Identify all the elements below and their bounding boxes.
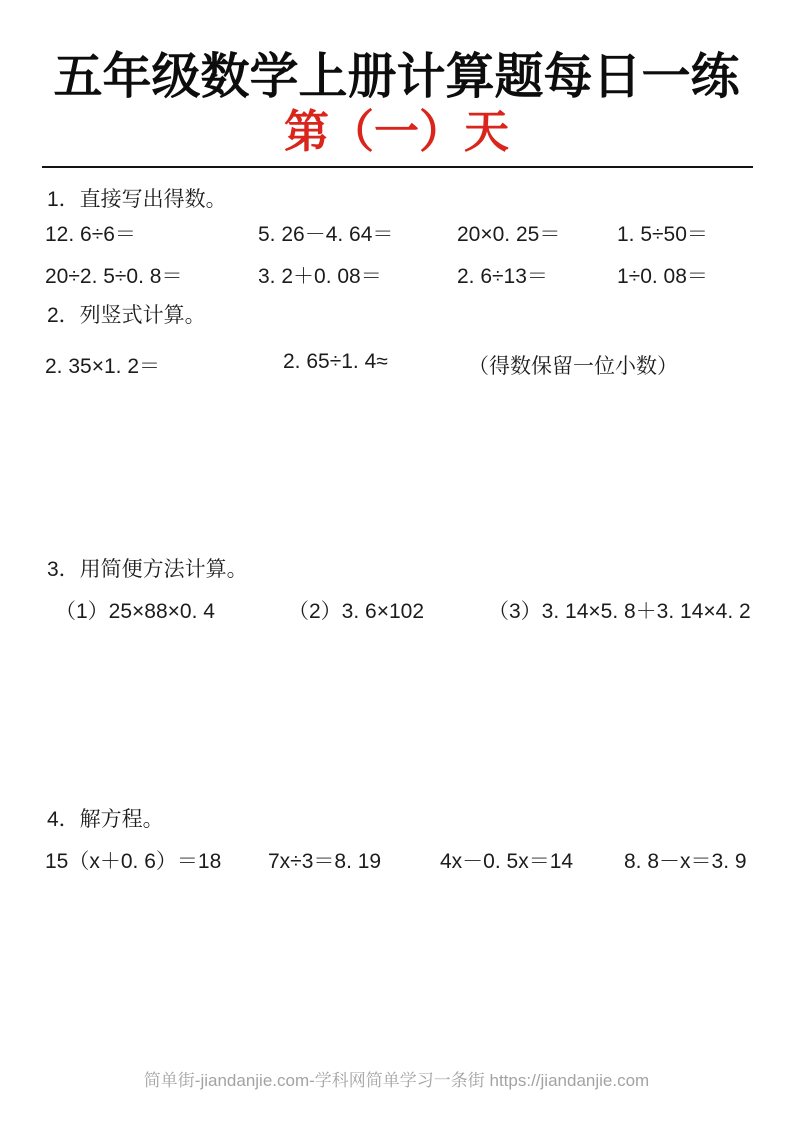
section-1-heading: 1．直接写出得数。 [47, 188, 227, 211]
problem-2-note: （得数保留一位小数） [468, 355, 678, 378]
section-3-heading: 3．用简便方法计算。 [47, 558, 248, 581]
problem-2-1: 2. 35×1. 2＝ [45, 355, 160, 378]
divider-line [42, 166, 753, 168]
problem-3-2: （2）3. 6×102 [288, 600, 425, 623]
problem-1-4: 1. 5÷50＝ [617, 223, 708, 246]
problem-3-1: （1）25×88×0. 4 [55, 600, 215, 623]
problem-1-2: 5. 26－4. 64＝ [258, 223, 394, 246]
day-subtitle: 第（一）天 [283, 105, 509, 158]
section-2-heading: 2．列竖式计算。 [47, 304, 206, 327]
problem-1-7: 2. 6÷13＝ [457, 265, 548, 288]
problem-4-4: 8. 8－x＝3. 9 [624, 850, 747, 873]
problem-1-8: 1÷0. 08＝ [617, 265, 708, 288]
footer-watermark: 简单街-jiandanjie.com-学科网简单学习一条街 https://jiandanjie.com [143, 1071, 650, 1090]
problem-4-1: 15（x＋0. 6）＝18 [45, 850, 222, 873]
section-4-heading: 4．解方程。 [47, 808, 164, 831]
page-title: 五年级数学上册计算题每日一练 [53, 47, 740, 105]
problem-1-5: 20÷2. 5÷0. 8＝ [45, 265, 183, 288]
problem-1-6: 3. 2＋0. 08＝ [258, 265, 382, 288]
problem-4-3: 4x－0. 5x＝14 [440, 850, 574, 873]
problem-2-2: 2. 65÷1. 4≈ [283, 350, 388, 373]
problem-1-3: 20×0. 25＝ [457, 223, 561, 246]
problem-3-3: （3）3. 14×5. 8＋3. 14×4. 2 [488, 600, 751, 623]
problem-4-2: 7x÷3＝8. 19 [268, 850, 382, 873]
problem-1-1: 12. 6÷6＝ [45, 223, 136, 246]
